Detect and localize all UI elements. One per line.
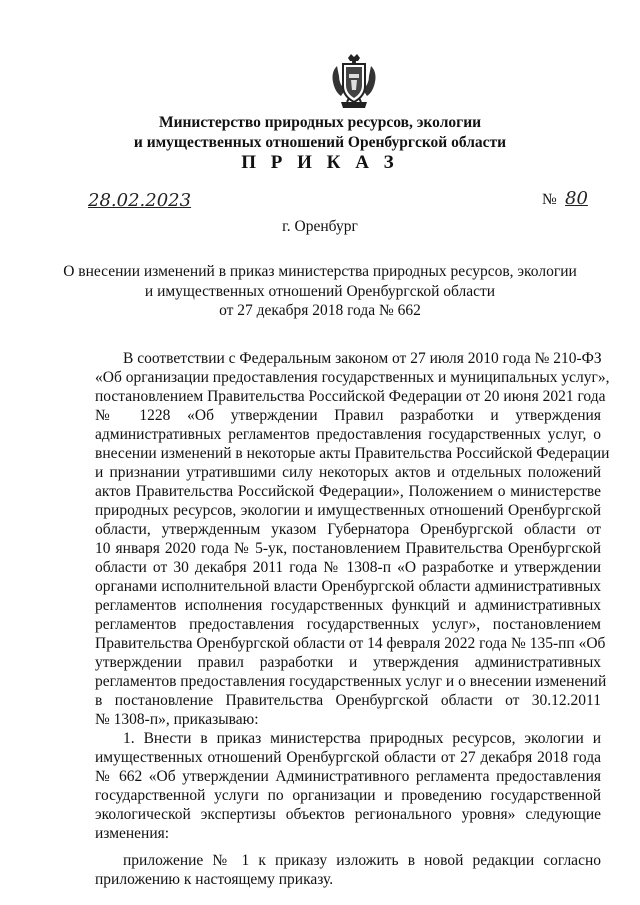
body-line: регламентов предоставления государственных услуг и о внесении изменений (95, 673, 607, 690)
body-line: № 1308-п», приказываю: (95, 711, 259, 728)
subject-line-2: и имущественных отношений Оренбургской области (144, 283, 496, 300)
body-line: утверждении правил разработки и утверждения административных (95, 654, 601, 671)
body-line: актов Правительства Российской Федерации», Положением о министерстве (95, 483, 601, 500)
body-line: в постановление Правительства Оренбургской области от 30.12.2011 (95, 692, 601, 709)
subject-line-3: от 27 декабря 2018 года № 662 (219, 302, 421, 319)
body-line: имущественных отношений Оренбургской области от 27 декабря 2018 года (95, 749, 601, 766)
body-line: № 662 «Об утверждении Административного регламента предоставления (95, 768, 601, 785)
body-line: области, утвержденным указом Губернатора Оренбургской области от (95, 521, 601, 538)
coat-of-arms-icon (327, 52, 381, 112)
organization-name-line-1: Министерство природных ресурсов, экологии (158, 114, 482, 131)
handwritten-date: 28.02.2023 (88, 190, 192, 211)
body-line: В соответствии с Федеральным законом от 27 июля 2010 года № 210-ФЗ (123, 350, 602, 367)
body-line: административных регламентов предоставления государственных услуг, о (95, 426, 601, 443)
body-line: 10 января 2020 года № 5-ук, постановлением Правительства Оренбургской (95, 540, 601, 557)
body-line: области от 30 декабря 2011 года № 1308-п «О разработке и утверждении (95, 559, 601, 576)
document-type-title: П Р И К А З (241, 152, 399, 173)
body-line: государственной услуги по организации и проведению государственной (95, 787, 601, 804)
body-line: экологической экспертизы объектов регионального уровня» следующие (95, 806, 601, 823)
body-line: приложению к настоящему приказу. (95, 871, 334, 888)
body-line: регламентов предоставления государственных услуг», постановлением (95, 616, 601, 633)
number-prefix: № (542, 191, 557, 208)
body-line: регламентов исполнения государственных функций и административных (95, 597, 601, 614)
body-line: 1. Внести в приказ министерства природных ресурсов, экологии и (123, 730, 601, 747)
body-line: изменения: (95, 825, 170, 842)
handwritten-order-number: 80 (565, 188, 588, 209)
body-line: Правительства Оренбургской области от 14 февраля 2022 года № 135-пп «Об (95, 635, 606, 652)
body-line: и признании утратившими силу некоторых актов и отдельных положений (95, 464, 601, 481)
city-name: г. Оренбург (282, 218, 358, 235)
organization-name-line-2: и имущественных отношений Оренбургской области (133, 134, 507, 151)
body-line: приложение № 1 к приказу изложить в новой редакции согласно (123, 852, 601, 869)
body-line: внесении изменений в некоторые акты Правительства Российской Федерации (95, 445, 610, 462)
body-line: «Об организации предоставления государственных и муниципальных услуг», (95, 369, 610, 386)
body-line: постановлением Правительства Российской Федерации от 20 июня 2021 года (95, 388, 606, 405)
subject-line-1: О внесении изменений в приказ министерства природных ресурсов, экологии (63, 263, 577, 280)
body-line: органами исполнительной власти Оренбургской области административных (95, 578, 601, 595)
body-line: № 1228 «Об утверждении Правил разработки и утверждения (95, 407, 601, 424)
body-line: природных ресурсов, экологии и имущественных отношений Оренбургской (95, 502, 601, 519)
